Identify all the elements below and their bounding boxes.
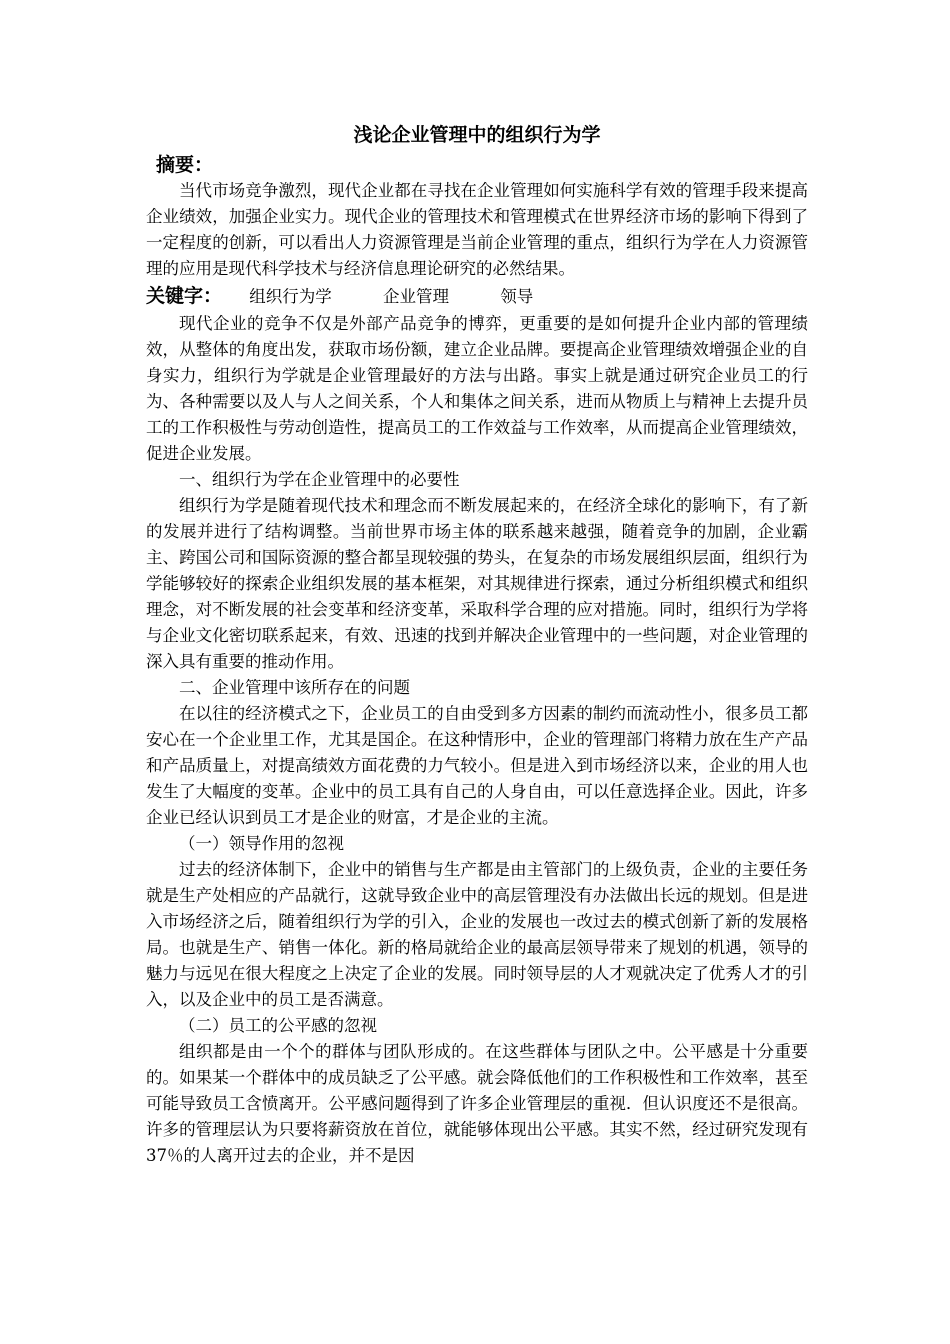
abstract-label: 摘要： xyxy=(156,154,214,176)
body-paragraph: 在以往的经济模式之下，企业员工的自由受到多方因素的制约而流动性小，很多员工都安心在一个企业里工作，尤其是国企。在这种情形中，企业的管理部门将精力放在生产产品和产品质量上，对提高绩效方面花费的力气较小。但是进入到市场经济以来，企业的用人也发生了大幅度的变革。企业中的员工具有自己的人身自由，可以任意选择企业。因此，许多企业已经认识到员工才是企业的财富，才是企业的主流。 xyxy=(146,704,808,827)
keyword-item: 企业管理 xyxy=(383,287,450,306)
subsection-heading: （二）员工的公平感的忽视 xyxy=(179,1016,377,1035)
keyword-item: 领导 xyxy=(500,287,534,306)
body-paragraph: 组织行为学是随着现代技术和理念而不断发展起来的，在经济全球化的影响下，有了新的发展并进行了结构调整。当前世界市场主体的联系越来越强，随着竞争的加剧，企业霸主、跨国公司和国际资源的整合都呈现较强的势头，在复杂的市场发展组织层面，组织行为学能够较好的探索企业组织发展的基本框架，对其规律进行探索，通过分析组织模式和组织理念，对不断发展的社会变革和经济变革，采取科学合理的应对措施。同时，组织行为学将与企业文化密切联系起来，有效、迅速的找到并解决企业管理中的一些问题，对企业管理的深入具有重要的推动作用。 xyxy=(146,496,808,671)
keyword-item: 组织行为学 xyxy=(249,287,332,306)
body-paragraph: 过去的经济体制下，企业中的销售与生产都是由主管部门的上级负责，企业的主要任务就是生产处相应的产品就行，这就导致企业中的高层管理没有办法做出长远的规划。但是进入市场经济之后，随着组织行为学的引入，企业的发展也一改过去的模式创新了新的发展格局。也就是生产、销售一体化。新的格局就给企业的最高层领导带来了规划的机遇，领导的魅力与远见在很大程度之上决定了企业的发展。同时领导层的人才观就决定了优秀人才的引入，以及企业中的员工是否满意。 xyxy=(146,860,808,1009)
subsection-heading: （一）领导作用的忽视 xyxy=(179,834,344,853)
abstract-paragraph: 当代市场竞争激烈，现代企业都在寻找在企业管理如何实施科学有效的管理手段来提高企业绩效，加强企业实力。现代企业的管理技术和管理模式在世界经济市场的影响下得到了一定程度的创新，可以看出人力资源管理是当前企业管理的重点，组织行为学在人力资源管理的应用是现代科学技术与经济信息理论研究的必然结果。 xyxy=(146,181,808,278)
section-heading: 一、组织行为学在企业管理中的必要性 xyxy=(179,470,460,489)
intro-paragraph: 现代企业的竞争不仅是外部产品竞争的博弈，更重要的是如何提升企业内部的管理绩效，从整体的角度出发，获取市场份额，建立企业品牌。要提高企业管理绩效增强企业的自身实力，组织行为学就是企业管理最好的方法与出路。事实上就是通过研究企业员工的行为、各种需要以及人与人之间关系，个人和集体之间关系，进而从物质上与精神上去提升员工的工作积极性与劳动创造性，提高员工的工作效益与工作效率，从而提高企业管理绩效，促进企业发展。 xyxy=(146,314,808,463)
document-page xyxy=(146,118,808,1169)
body-paragraph: 组织都是由一个个的群体与团队形成的。在这些群体与团队之中。公平感是十分重要的。如果某一个群体中的成员缺乏了公平感。就会降低他们的工作积极性和工作效率，甚至可能导致员工含愤离开。公平感问题得到了许多企业管理层的重视．但认识度还不是很高。许多的管理层认为只要将薪资放在首位，就能够体现出公平感。其实不然，经过研究发现有37％的人离开过去的企业，并不是因 xyxy=(146,1042,808,1165)
keywords-line xyxy=(146,282,808,311)
section-heading: 二、企业管理中该所存在的问题 xyxy=(179,678,410,697)
document-title: 浅论企业管理中的组织行为学 xyxy=(353,124,601,146)
keywords-label: 关键字： xyxy=(146,285,223,307)
